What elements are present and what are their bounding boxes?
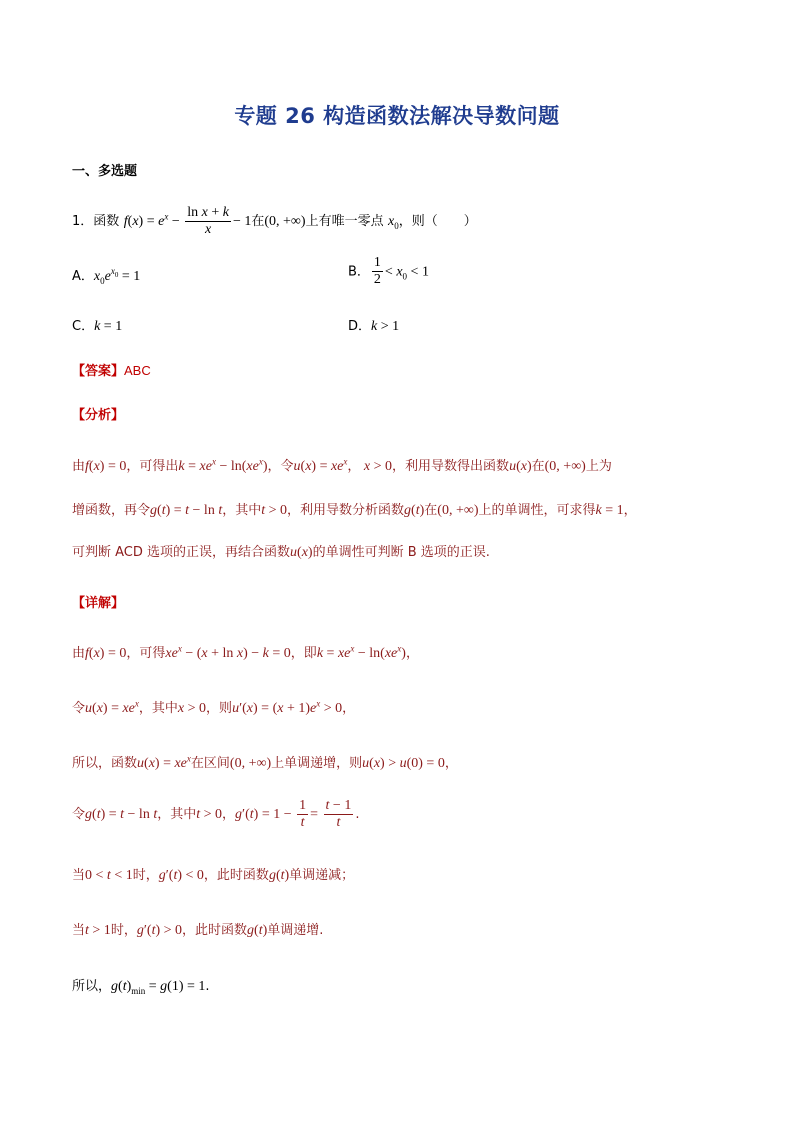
answer-value: ABC [124,363,151,378]
question-text: 在 [251,214,265,229]
analysis-line-3: 可判断 ACD 选项的正误，再结合函数u(x)的单调性可判断 B 选项的正误. [72,545,490,560]
question-text: ，则（ ） [398,214,477,229]
answer-label: 【答案】 [72,364,125,379]
detail-line-3: 所以，函数$u(x) = xe^x$在区间(0, +∞)上单调递增，则u(x) > u(0) = 0， [72,753,458,771]
question-text: 上有唯一零点 [305,214,384,229]
section-heading: 一、多选题 [72,164,138,179]
option-d[interactable]: D．k > 1 [348,319,400,334]
option-a[interactable]: A．$x_0e^{x_0} = 1$ [72,266,141,286]
detail-line-2: 令$u(x) = xe^x$，其中x > 0，则$u'(x) = (x + 1)e^x > 0$， [72,698,356,716]
detail-line-6: 当t > 1时，g′(t) > 0，此时函数g(t)单调递增. [72,923,324,938]
answer-line [72,360,151,379]
detail-line-4: 令g(t) = t − ln t，其中t > 0，g′(t) = 1 − $\frac{1}{t}$ = $\frac{t - 1}{t}$ . [72,797,360,830]
page-title: 专题 26 构造函数法解决导数问题 [234,104,560,128]
option-b[interactable]: B． $\frac{1}{2}$ < $x_0 < 1$ [348,255,429,287]
question-number: 1． [72,214,94,229]
analysis-line-2: 增函数，再令g(t) = t − ln t，其中t > 0，利用导数分析函数g(t)在(0, +∞)上的单调性，可求得k = 1， [72,503,637,518]
detail-line-7: 所以，$g(t)_{min} = g(1) = 1$. [72,979,210,996]
question-stem: 1．函数 $f(x) = e^x$ − $\frac{\text{ln x + k}}{x}$ − 1在(0, +∞)上有唯一零点 $x_0$，则（ ） [72,205,477,237]
detail-line-5: 当0 < t < 1时，g′(t) < 0，此时函数g(t)单调递减； [72,868,355,883]
detail-label: 【详解】 [72,596,125,611]
analysis-line-1: 由f(x) = 0，可得出$k = xe^x - \ln(xe^x)$，令$u(x) = xe^x$， x > 0，利用导数得出函数u(x)在(0, +∞)上为 [72,456,612,474]
option-c[interactable]: C．k = 1 [72,319,123,334]
detail-line-1: 由f(x) = 0，可得$xe^x - (x + \ln x) - k = 0$，即$k = xe^x - \ln(xe^x)$， [72,643,419,661]
analysis-label: 【分析】 [72,408,125,423]
question-text: 函数 [93,214,120,229]
